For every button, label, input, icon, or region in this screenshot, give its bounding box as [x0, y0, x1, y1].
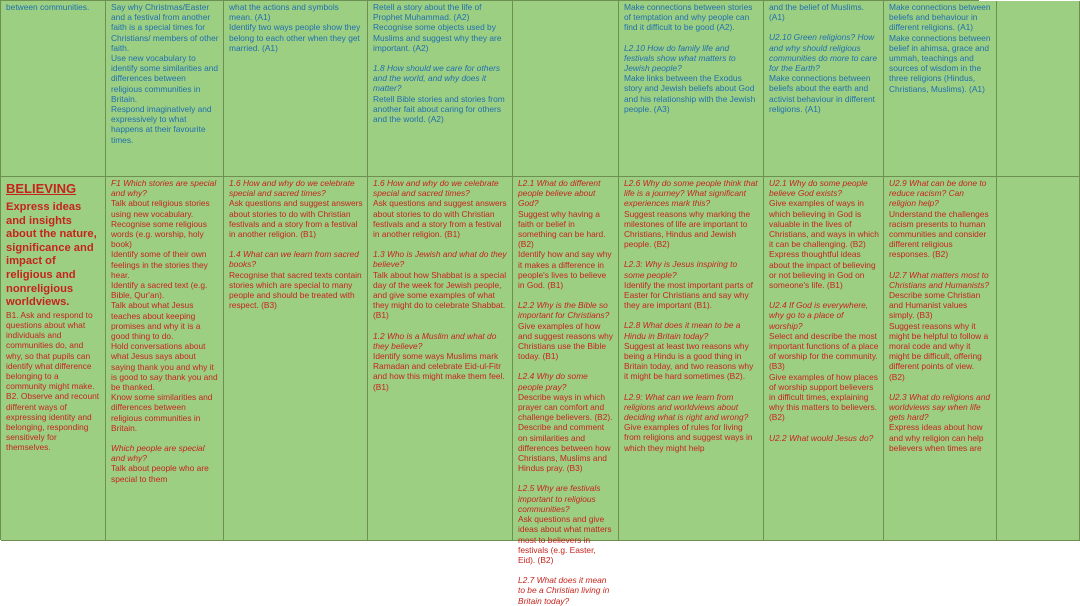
unit-question: F1 Which stories are special and why?	[111, 178, 219, 199]
row1-col6-cell	[619, 1, 764, 177]
cell-paragraph: Give examples of how and suggest reasons why Christians use the Bible today. (B1)	[518, 320, 616, 362]
row2-col2-content	[111, 178, 219, 484]
row1-col5-cell	[513, 1, 619, 177]
row2-col8-cell	[884, 177, 997, 541]
row1-col8-content	[889, 2, 992, 94]
unit-question: L2.7 What does it mean to be a Christian living in Britain today?	[518, 575, 612, 606]
cell-paragraph: Retell a story about the life of Prophet Muhammad. (A2)	[373, 2, 484, 23]
unit-question: U2.7 What matters most to Christians and Humanists?	[889, 269, 991, 290]
row2-col3-content	[229, 178, 363, 310]
cell-paragraph: Suggest reasons why it might be helpful to follow a moral code and why it might be difficult, offering different points of view. (B2)	[889, 320, 991, 382]
row1-col9-cell	[997, 1, 1080, 177]
cell-paragraph: Identify the most important parts of Easter for Christians and say why they are important (B1).	[624, 279, 756, 311]
cell-paragraph: what the actions and symbols mean. (A1)	[229, 2, 342, 23]
cell-paragraph: Talk about what Jesus teaches about keeping promises and why it is a good thing to do.	[111, 300, 203, 342]
row2-col6-content	[624, 178, 759, 453]
row1-col3-content	[229, 2, 363, 53]
believing-title: Express ideas and insights about the nature, significance and impact of religious and nonreligious worldviews.	[6, 201, 97, 309]
cell-paragraph: Use new vocabulary to identify some similarities and differences between religious communities in Britain.	[111, 53, 221, 104]
unit-question: Which people are special and why?	[111, 443, 207, 464]
row2-col2-cell	[106, 177, 224, 541]
cell-paragraph: Describe and comment on similarities and differences between how Christians, Muslims and Hindus pray. (B3)	[518, 422, 613, 474]
unit-question: L2.9: What can we learn from religions and worldviews about deciding what is right and wrong?	[624, 391, 749, 423]
cell-paragraph: Talk about people who are special to them	[111, 463, 212, 484]
unit-question: L2.2 Why is the Bible so important for Christians?	[518, 300, 611, 321]
cell-paragraph: Identify a sacred text (e.g. Bible, Qur'an).	[111, 280, 210, 301]
row1-col7-cell	[764, 1, 884, 177]
cell-paragraph: Select and describe the most important functions of a place of worship for the community. (B3)	[769, 330, 881, 372]
unit-question: U2.10 Green religions? How and why should religious communities do more to care for the Earth?	[769, 32, 880, 74]
row1-col6-content	[624, 2, 759, 114]
cell-paragraph: Suggest why having a faith or belief in something can be hard. (B2)	[518, 208, 608, 250]
cell-paragraph: Express ideas about how and why religion can help believers when times are	[889, 422, 986, 453]
cell-paragraph: Respond imaginatively and expressively to what happens at their favourite times.	[111, 104, 214, 145]
row2-col7-cell	[764, 177, 884, 541]
cell-paragraph: Know some similarities and differences between religious communities in Britain.	[111, 392, 215, 433]
cell-paragraph: Identify two ways people show they belong to each other when they get married. (A1)	[229, 22, 363, 53]
unit-question: U2.1 Why do some people believe God exists?	[769, 178, 871, 199]
cell-paragraph: Describe some Christian and Humanist values simply. (B3)	[889, 290, 983, 321]
unit-question: U2.4 If God is everywhere, why go to a place of worship?	[769, 300, 871, 331]
row1-col1-cell	[1, 1, 106, 177]
unit-question: U2.3 What do religions and worldviews say when life gets hard?	[889, 391, 993, 423]
row2-col5-content	[518, 178, 614, 606]
row2-col6-cell	[619, 177, 764, 541]
unit-question: L2.1 What do different people believe about God?	[518, 178, 603, 209]
believing-heading: BELIEVING	[6, 181, 77, 196]
cell-paragraph: Ask questions and suggest answers about stories to do with Christian festivals and a story from a festival in another religion. (B1)	[373, 198, 509, 240]
row1-col4-content	[373, 2, 508, 124]
cell-paragraph: Suggest reasons why marking the milestones of life are important to Christians, Hindus and Jewish people. (B2)	[624, 208, 753, 250]
unit-question: L2.5 Why are festivals important to religious communities?	[518, 483, 603, 514]
unit-question: 1.3 Who is Jewish and what do they believe?	[373, 249, 509, 270]
row1-col2-cell	[106, 1, 224, 177]
cell-paragraph: Describe ways in which prayer can comfort and challenge believers. (B2).	[518, 391, 613, 423]
unit-question: L2.10 How do family life and festivals show what matters to Jewish people?	[624, 42, 739, 74]
cell-paragraph: between communities.	[6, 2, 90, 12]
unit-question: 1.6 How and why do we celebrate special and sacred times?	[229, 178, 358, 199]
cell-paragraph: Give examples of how places of worship support believers in difficult times, explaining why this matters to believers. (B2)	[769, 371, 881, 423]
cell-paragraph: Recognise some objects used by Muslims and suggest why they are important. (A2)	[373, 22, 504, 53]
row1-col7-content	[769, 2, 879, 114]
believing-b1: B1. Ask and respond to questions about what individuals and communities do, and why, so that pupils can identify what difference belonging to a community might make.	[6, 309, 95, 392]
cell-paragraph: Make connections between belief in ahimsa, grace and ummah, teachings and sources of wisdom in the three religions (Hindus, Christians, Muslims). (A1)	[889, 32, 993, 94]
row1-col2-content	[111, 2, 219, 145]
cell-paragraph: Make connections between beliefs about the earth and activist behaviour in different religions. (A1)	[769, 73, 878, 114]
cell-paragraph: Make links between the Exodus story and Jewish beliefs about God and his relationship with the Jewish people. (A3)	[624, 73, 758, 114]
cell-paragraph: Give examples of rules for living from religions and suggest ways in which they might help	[624, 422, 755, 453]
cell-paragraph: Identify how and say why it makes a difference in people's lives to believe in God. (B1)	[518, 249, 614, 291]
row2-col9-cell	[997, 177, 1080, 541]
unit-question: L2.4 Why do some people pray?	[518, 371, 591, 392]
cell-paragraph: Talk about how Shabbat is a special day of the week for Jewish people, and give some examples of what they might do to celebrate Shabbat. (B1)	[373, 269, 509, 321]
unit-question: U2.9 What can be done to reduce racism? Can religion help?	[889, 178, 989, 209]
unit-question: U2.2 What would Jesus do?	[769, 432, 874, 443]
row1-col3-cell	[224, 1, 368, 177]
cell-paragraph: and the belief of Muslims. (A1)	[769, 2, 867, 23]
row2-col4-content	[373, 178, 508, 392]
unit-question: 1.8 How should we care for others and the world, and why does it matter?	[373, 63, 503, 94]
cell-paragraph: Ask questions and suggest answers about stories to do with Christian festivals and a story from a festival in another religion. (B1)	[229, 198, 365, 240]
row1-col8-cell	[884, 1, 997, 177]
cell-paragraph: Express thoughtful ideas about the impact of believing or not believing in God on someone's life. (B1)	[769, 249, 878, 291]
cell-paragraph: Hold conversations about what Jesus says about saying thank you and why it is good to say thank you and be thanked.	[111, 341, 220, 393]
row2-col4-cell	[368, 177, 513, 541]
row1-col4-cell	[368, 1, 513, 177]
unit-question: 1.6 How and why do we celebrate special and sacred times?	[373, 178, 502, 199]
unit-question: L2.6 Why do some people think that life is a journey? What significant experiences mark this?	[624, 178, 760, 209]
believing-b2: B2. Observe and recount different ways of expressing identity and belonging, responding sensitively for themselves.	[6, 391, 102, 453]
unit-question: 1.2 Who is a Muslim and what do they believe?	[373, 330, 499, 351]
cell-paragraph: Retell Bible stories and stories from another fait about caring for others and the world. (A2)	[373, 93, 508, 125]
unit-question: L2.8 What does it mean to be a Hindu in Britain today?	[624, 320, 743, 341]
cell-paragraph: Say why Christmas/Easter and a festival from another faith is a special times for Christians/ members of other faith.	[111, 2, 221, 53]
cell-paragraph: Recognise some religious words (e.g. worship, holy book)	[111, 218, 210, 250]
cell-paragraph: Make connections between beliefs and behaviour in different religions. (A1)	[889, 2, 993, 33]
cell-paragraph: Understand the challenges racism presents to human communities and consider different religious responses. (B2)	[889, 208, 991, 260]
unit-question: 1.4 What can we learn from sacred books?	[229, 249, 362, 270]
row2-col8-content	[889, 178, 992, 453]
cell-paragraph: Suggest at least two reasons why being a Hindu is a good thing in Britain today, and two reasons why it might be hard sometimes (B2).	[624, 340, 756, 382]
cell-paragraph: Make connections between stories of temptation and why people can find it difficult to be good (A2).	[624, 2, 755, 33]
unit-question: L2.3: Why is Jesus inspiring to some people?	[624, 259, 740, 280]
row2-col1-cell	[1, 177, 106, 541]
row2-col7-content	[769, 178, 882, 443]
cell-paragraph: Identify some ways Muslims mark Ramadan and celebrate Eid-ul-Fitr and how this might make them feel. (B1)	[373, 351, 508, 392]
cell-paragraph: Talk about religious stories using new vocabulary.	[111, 198, 213, 219]
cell-paragraph: Identify some of their own feelings in the stories they hear.	[111, 249, 211, 280]
row2-col3-cell	[224, 177, 368, 541]
row2-col5-cell	[513, 177, 619, 606]
cell-paragraph: Recognise that sacred texts contain stories which are special to many people and should be treated with respect. (B3)	[229, 269, 365, 311]
cell-paragraph: Ask questions and give ideas about what matters most to believers in festivals (e.g. Easter, Eid). (B2)	[518, 514, 614, 565]
cell-paragraph: Give examples of ways in which believing in God is valuable in the lives of Christians, and ways in which it can be challenging. (B2)	[769, 198, 882, 250]
row1-col1-content	[6, 2, 101, 12]
